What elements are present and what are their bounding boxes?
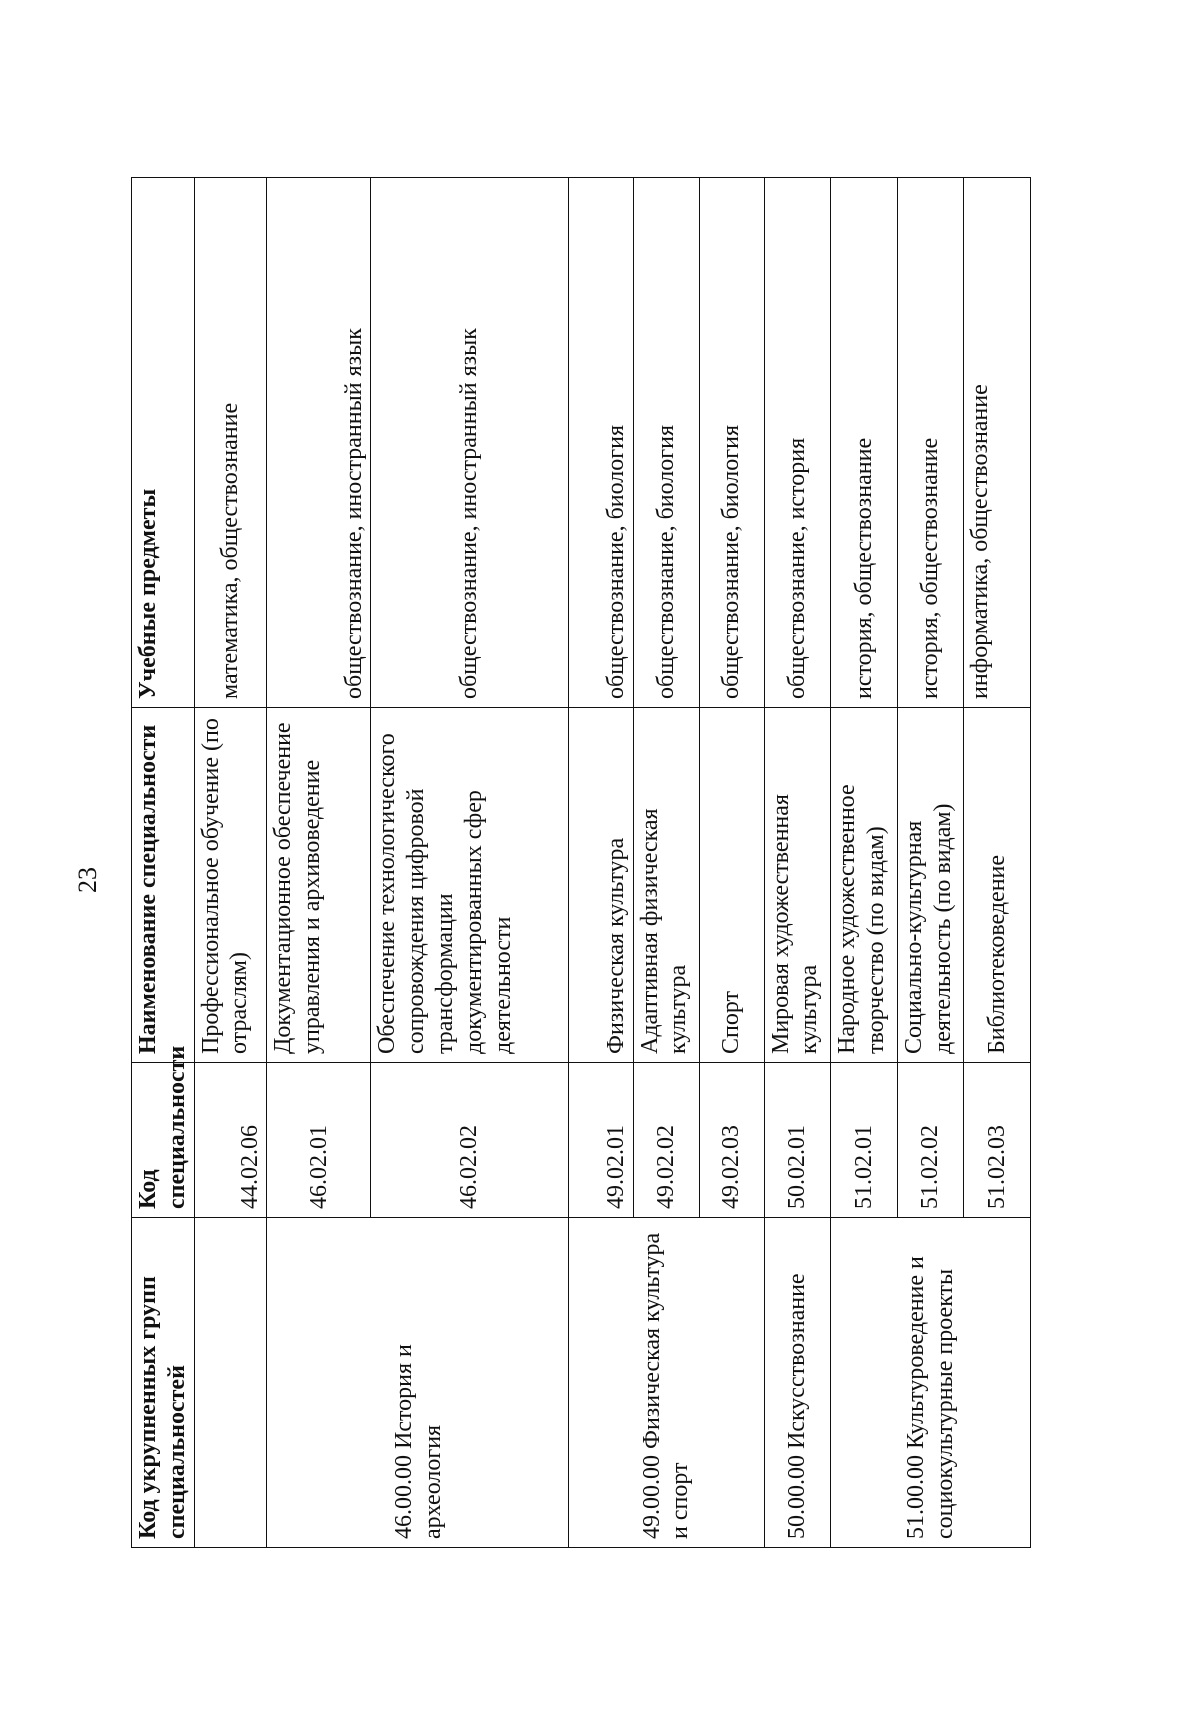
header-group: Код укрупненных групп специальностей — [132, 1218, 195, 1548]
subjects-cell: обществознание, биология — [700, 178, 764, 708]
header-name: Наименование специальности — [132, 708, 195, 1063]
table-row — [569, 178, 633, 1548]
subjects-cell: информатика, обществознание — [964, 178, 1031, 708]
table-header-row — [132, 178, 195, 1548]
table-container — [131, 178, 1031, 1548]
name-cell: Адаптивная физическая культура — [633, 708, 700, 1063]
table-row — [267, 178, 371, 1548]
header-code: Код специальности — [132, 1063, 195, 1218]
name-cell: Обеспечение технологического сопровождения цифровой трансформации документированных сфер деятельности — [371, 708, 569, 1063]
subjects-cell: математика, обществознание — [194, 178, 267, 708]
name-cell: Спорт — [700, 708, 764, 1063]
code-cell: 51.02.01 — [831, 1063, 898, 1218]
table-row — [764, 178, 831, 1548]
name-cell: Народное художественное творчество (по видам) — [831, 708, 898, 1063]
group-cell — [194, 1218, 267, 1548]
code-cell: 44.02.06 — [194, 1063, 267, 1218]
group-cell: 50.00.00 Искусствознание — [764, 1218, 831, 1548]
group-cell: 49.00.00 Физическая культура и спорт — [569, 1218, 765, 1548]
code-cell: 49.02.01 — [569, 1063, 633, 1218]
subjects-cell: история, обществознание — [897, 178, 964, 708]
name-cell: Библиотековедение — [964, 708, 1031, 1063]
specialties-table — [131, 177, 1031, 1548]
code-cell: 50.02.01 — [764, 1063, 831, 1218]
name-cell: Мировая художественная культура — [764, 708, 831, 1063]
code-cell: 49.02.02 — [633, 1063, 700, 1218]
code-cell: 46.02.01 — [267, 1063, 371, 1218]
header-subjects: Учебные предметы — [132, 178, 195, 708]
name-cell: Документационное обеспечение управления и архивоведение — [267, 708, 371, 1063]
subjects-cell: история, обществознание — [831, 178, 898, 708]
group-cell: 51.00.00 Культуроведение и социокультурные проекты — [831, 1218, 1031, 1548]
code-cell: 46.02.02 — [371, 1063, 569, 1218]
table-row — [831, 178, 898, 1548]
code-cell: 51.02.02 — [897, 1063, 964, 1218]
code-cell: 51.02.03 — [964, 1063, 1031, 1218]
code-cell: 49.02.03 — [700, 1063, 764, 1218]
subjects-cell: обществознание, иностранный язык — [371, 178, 569, 708]
subjects-cell: обществознание, биология — [569, 178, 633, 708]
name-cell: Профессиональное обучение (по отраслям) — [194, 708, 267, 1063]
name-cell: Социально-культурная деятельность (по видам) — [897, 708, 964, 1063]
name-cell: Физическая культура — [569, 708, 633, 1063]
subjects-cell: обществознание, иностранный язык — [267, 178, 371, 708]
subjects-cell: обществознание, биология — [633, 178, 700, 708]
table-row — [194, 178, 267, 1548]
page-number: 23 — [73, 867, 102, 893]
subjects-cell: обществознание, история — [764, 178, 831, 708]
group-cell: 46.00.00 История и археология — [267, 1218, 569, 1548]
